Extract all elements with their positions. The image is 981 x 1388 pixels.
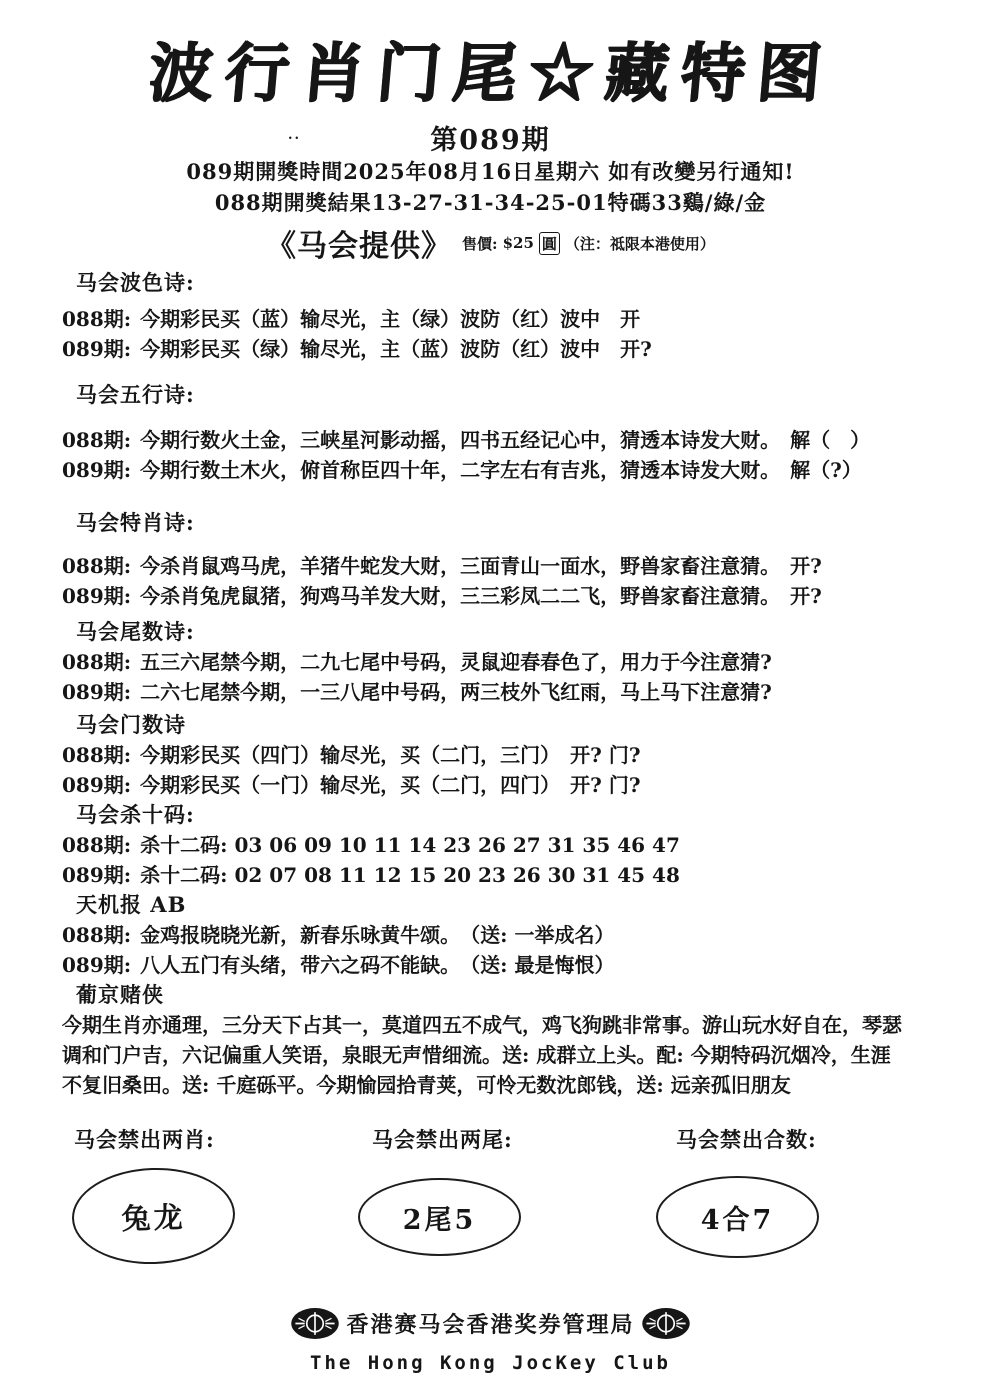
poem-line-label: 088期: xyxy=(62,307,132,331)
forbidden-tail-heading: 马会禁出两尾: xyxy=(372,1127,513,1152)
poem-line-label: 088期: xyxy=(62,554,132,578)
poem-line xyxy=(62,920,951,950)
poem-line-label: 088期: xyxy=(62,428,132,452)
hkjc-emblem-icon xyxy=(641,1307,691,1340)
section-shashima-heading: 马会杀十码: xyxy=(76,802,195,827)
poem-line-text: 二六七尾禁今期，一三八尾中号码，两三枝外飞红雨，马上马下注意猜? xyxy=(140,680,772,704)
section-weishu xyxy=(62,617,951,707)
price-note xyxy=(462,232,715,255)
poem-line-text: 今杀肖兔虎鼠猪，狗鸡马羊发大财，三三彩凤二二飞，野兽家畜注意猜。 开? xyxy=(140,584,822,608)
forbidden-sum-value: 4合7 xyxy=(700,1204,775,1236)
poem-line xyxy=(62,740,951,770)
forbidden-tail-value: 2尾5 xyxy=(402,1204,477,1236)
price-usage-note: （注：祗限本港使用） xyxy=(564,234,715,253)
forbidden-zodiac-ellipse xyxy=(70,1165,236,1267)
section-texiao xyxy=(62,508,951,611)
section-shashima xyxy=(62,800,951,890)
poem-line-label: 088期: xyxy=(62,923,132,947)
footer-org-row xyxy=(0,1306,981,1340)
hkjc-emblem-icon xyxy=(290,1307,340,1340)
section-weishu-heading: 马会尾数诗: xyxy=(76,619,195,644)
section-pujing-heading: 葡京赌侠 xyxy=(76,982,164,1007)
poem-line-text: 今期彩民买（蓝）输尽光，主（绿）波防（红）波中 开 xyxy=(140,307,641,331)
poem-line-text: 今期彩民买（绿）输尽光，主（蓝）波防（红）波中 开? xyxy=(140,337,652,361)
section-tianji xyxy=(62,890,951,980)
poem-line-text: 金鸡报晓晓光新，新春乐咏黄牛颂。 （送: 一举成名） xyxy=(140,923,615,947)
section-wuxing xyxy=(62,380,951,485)
section-pujing xyxy=(62,980,951,1100)
poems-content xyxy=(0,264,981,1100)
poem-line-label: 089期: xyxy=(62,773,132,797)
pujing-paragraph-line: 调和门户吉，六记偏重人笑语，泉眼无声惜细流。送: 成群立上头。配: 今期特码沉烟冷，生涯 xyxy=(62,1043,891,1067)
section-texiao-heading: 马会特肖诗: xyxy=(76,510,195,535)
price-label: 售價: xyxy=(462,234,498,253)
poem-line-label: 088期: xyxy=(62,833,132,857)
poem-line xyxy=(62,425,951,455)
poem-line xyxy=(62,551,951,581)
poem-line xyxy=(62,581,951,611)
pujing-paragraph-line: 今期生肖亦通理，三分天下占其一，莫道四五不成气，鸡飞狗跳非常事。游山玩水好自在，琴瑟 xyxy=(62,1013,902,1037)
section-bose-heading: 马会波色诗: xyxy=(76,270,195,295)
poem-line xyxy=(62,647,951,677)
poem-line xyxy=(62,677,951,707)
section-menshu-heading: 马会门数诗 xyxy=(76,712,186,737)
section-tianji-heading: 天机报 AB xyxy=(76,892,187,917)
poem-line-text: 五三六尾禁今期，二九七尾中号码，灵鼠迎春春色了，用力于今注意猜? xyxy=(140,650,772,674)
poem-line-text: 今期行数火土金，三峡星河影动摇，四书五经记心中，猜透本诗发大财。 解（ ） xyxy=(140,428,871,452)
section-bose xyxy=(62,268,951,364)
last-result-line: 088期開獎結果13-27-31-34-25-01特碼33鷄/綠/金 xyxy=(214,190,767,215)
poem-line-label: 089期: xyxy=(62,953,132,977)
price-unit: 圓 xyxy=(539,232,560,255)
price-amount: $25 xyxy=(502,234,534,252)
poem-line-text: 八人五门有头绪，带六之码不能缺。 （送: 最是悔恨） xyxy=(140,953,615,977)
forbidden-sum-heading: 马会禁出合数: xyxy=(676,1127,817,1152)
poem-line-label: 089期: xyxy=(62,458,132,482)
poem-line xyxy=(62,950,951,980)
footer-org-en: The Hong Kong JocKey Club xyxy=(310,1352,671,1374)
forbidden-zodiac-heading: 马会禁出两肖: xyxy=(74,1127,215,1152)
poem-line xyxy=(62,770,951,800)
poem-line-label: 089期: xyxy=(62,680,132,704)
poem-line xyxy=(62,334,951,364)
kill-numbers-text: 杀十二码: 02 07 08 11 12 15 20 23 26 30 31 45 48 xyxy=(140,863,680,887)
provider-name: 《马会提供》 xyxy=(266,229,453,264)
poem-line-text: 今期彩民买（四门）输尽光，买（二门，三门） 开? 门? xyxy=(140,743,641,767)
draw-time-line: 089期開獎時間2025年08月16日星期六 如有改變另行通知! xyxy=(186,159,795,184)
forbidden-values-row xyxy=(0,1168,981,1280)
poem-line-label: 088期: xyxy=(62,650,132,674)
forbidden-headings-row xyxy=(0,1125,981,1155)
poem-line-label: 089期: xyxy=(62,863,132,887)
forbidden-sum-ellipse xyxy=(656,1176,819,1258)
poem-line-label: 089期: xyxy=(62,337,132,361)
poem-line-text: 今期彩民买（一门）输尽光，买（二门，四门） 开? 门? xyxy=(140,773,641,797)
section-menshu xyxy=(62,710,951,800)
sheet-title: 波行肖门尾☆藏特图 xyxy=(145,36,836,111)
poem-line-text: 今期行数土木火，俯首称臣四十年，二字左右有吉兆，猜透本诗发大财。 解（?） xyxy=(140,458,862,482)
poem-line xyxy=(62,455,951,485)
pujing-paragraph-line: 不复旧桑田。送: 千庭砾平。今期愉园拾青荚，可怜无数沈郎钱，送: 远亲孤旧朋友 xyxy=(62,1073,791,1097)
issue-number: 第089期 xyxy=(430,125,551,156)
kill-numbers-line xyxy=(62,860,951,890)
poem-line-text: 今杀肖鼠鸡马虎，羊猪牛蛇发大财，三面青山一面水，野兽家畜注意猜。 开? xyxy=(140,554,822,578)
poem-line-label: 088期: xyxy=(62,743,132,767)
poem-line xyxy=(62,304,951,334)
forbidden-tail-ellipse xyxy=(358,1178,521,1256)
section-wuxing-heading: 马会五行诗: xyxy=(76,382,195,407)
kill-numbers-line xyxy=(62,830,951,860)
forbidden-zodiac-value: 兔龙 xyxy=(120,1199,187,1236)
scan-artifact-dots: .. xyxy=(288,128,302,143)
footer-org-cn: 香港赛马会香港奖券管理局 xyxy=(346,1311,635,1338)
poem-line-label: 089期: xyxy=(62,584,132,608)
kill-numbers-text: 杀十二码: 03 06 09 10 11 14 23 26 27 31 35 46 47 xyxy=(140,833,680,857)
provider-row xyxy=(0,222,981,264)
